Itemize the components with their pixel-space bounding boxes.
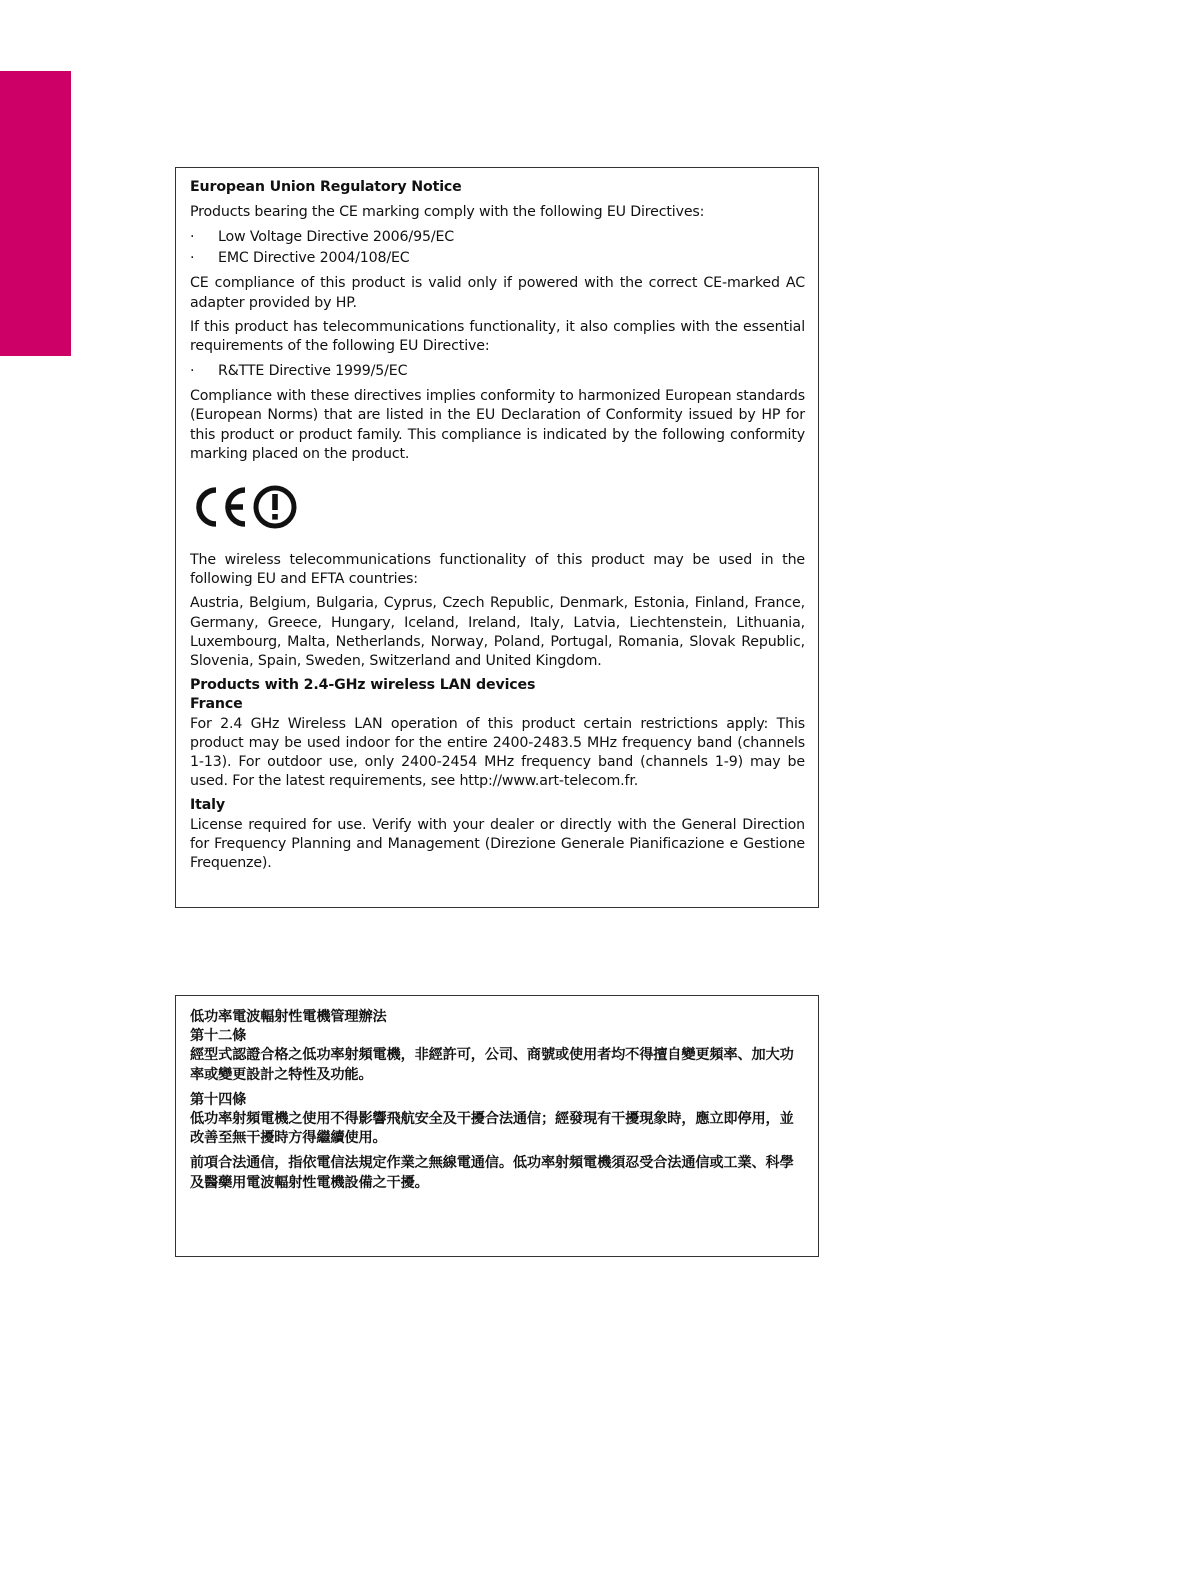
section-color-tab xyxy=(0,71,71,356)
ce-mark-icon xyxy=(199,490,245,524)
eu-directive-list xyxy=(190,227,805,269)
telecom-intro: If this product has telecommunications functionality, it also complies with the essential requirements of the following EU Directive: xyxy=(190,318,805,355)
eu-notice-title: European Union Regulatory Notice xyxy=(190,179,462,195)
telecom-directive-list xyxy=(190,361,805,382)
article-14-text-1: 低功率射頻電機之使用不得影響飛航安全及干擾合法通信；經發現有干擾現象時，應立即停用，並改善至無干擾時方得繼續使用。 xyxy=(190,1111,794,1147)
france-text: For 2.4 GHz Wireless LAN operation of this product certain restrictions apply: This product may be used indoor for the entire 2400-2483.5 MHz frequency band (channels 1-13). For outdoor use, only 2400-2454 MHz frequency band (channels 1-9) may be used. For the latest requirements, see http://www.art-telecom.fr. xyxy=(190,715,805,790)
article-14-text-2: 前項合法通信，指依電信法規定作業之無線電通信。低功率射頻電機須忍受合法通信或工業、科學及醫藥用電波輻射性電機設備之干擾。 xyxy=(190,1155,794,1191)
ce-alert-marks xyxy=(190,482,300,532)
conformity-marks xyxy=(190,469,805,545)
directive-item: · EMC Directive 2004/108/EC xyxy=(190,248,805,269)
ac-adapter-note: CE compliance of this product is valid only if powered with the correct CE-marked AC adapter provided by HP. xyxy=(190,275,805,311)
eu-notice-intro: Products bearing the CE marking comply with the following EU Directives: xyxy=(190,204,705,221)
country-list: Austria, Belgium, Bulgaria, Cyprus, Czech Republic, Denmark, Estonia, Finland, France, Germany, Greece, Hungary, Iceland, Ireland, Italy, Latvia, Liechtenstein, Lithuania, Luxembourg, Malta, Netherlands, Norway, Poland, Portugal, Romania, Slovak Republic, Slovenia, Spain, Sweden, Switzerland and United Kingdom. xyxy=(190,595,805,670)
alert-class-icon xyxy=(256,488,294,526)
taiwan-notice-title: 低功率電波輻射性電機管理辦法 xyxy=(190,1009,387,1025)
article-12-heading: 第十二條 xyxy=(190,1028,247,1045)
wlan-heading: Products with 2.4-GHz wireless LAN devices xyxy=(190,677,536,694)
compliance-paragraph: Compliance with these directives implies conformity to harmonized European standards (European Norms) that are listed in the EU Declaration of Conformity issued by HP for this product or product family. This compliance is indicated by the following conformity marking placed on the product. xyxy=(190,388,805,462)
directive-item: · Low Voltage Directive 2006/95/EC xyxy=(190,227,805,248)
eu-regulatory-notice-box xyxy=(175,167,819,908)
france-heading: France xyxy=(190,696,243,713)
italy-text: License required for use. Verify with your dealer or directly with the General Direction for Frequency Planning and Management (Direzione Generale Pianificazione e Gestione Frequenze). xyxy=(190,816,805,872)
italy-heading: Italy xyxy=(190,797,225,814)
article-14-heading: 第十四條 xyxy=(190,1091,247,1108)
taiwan-notice-box xyxy=(175,995,819,1257)
article-12-text: 經型式認證合格之低功率射頻電機，非經許可，公司、商號或使用者均不得擅自變更頻率、加大功率或變更設計之特性及功能。 xyxy=(190,1047,794,1083)
wireless-intro: The wireless telecommunications functionality of this product may be used in the following EU and EFTA countries: xyxy=(190,552,805,588)
directive-item: · R&TTE Directive 1999/5/EC xyxy=(190,361,805,382)
